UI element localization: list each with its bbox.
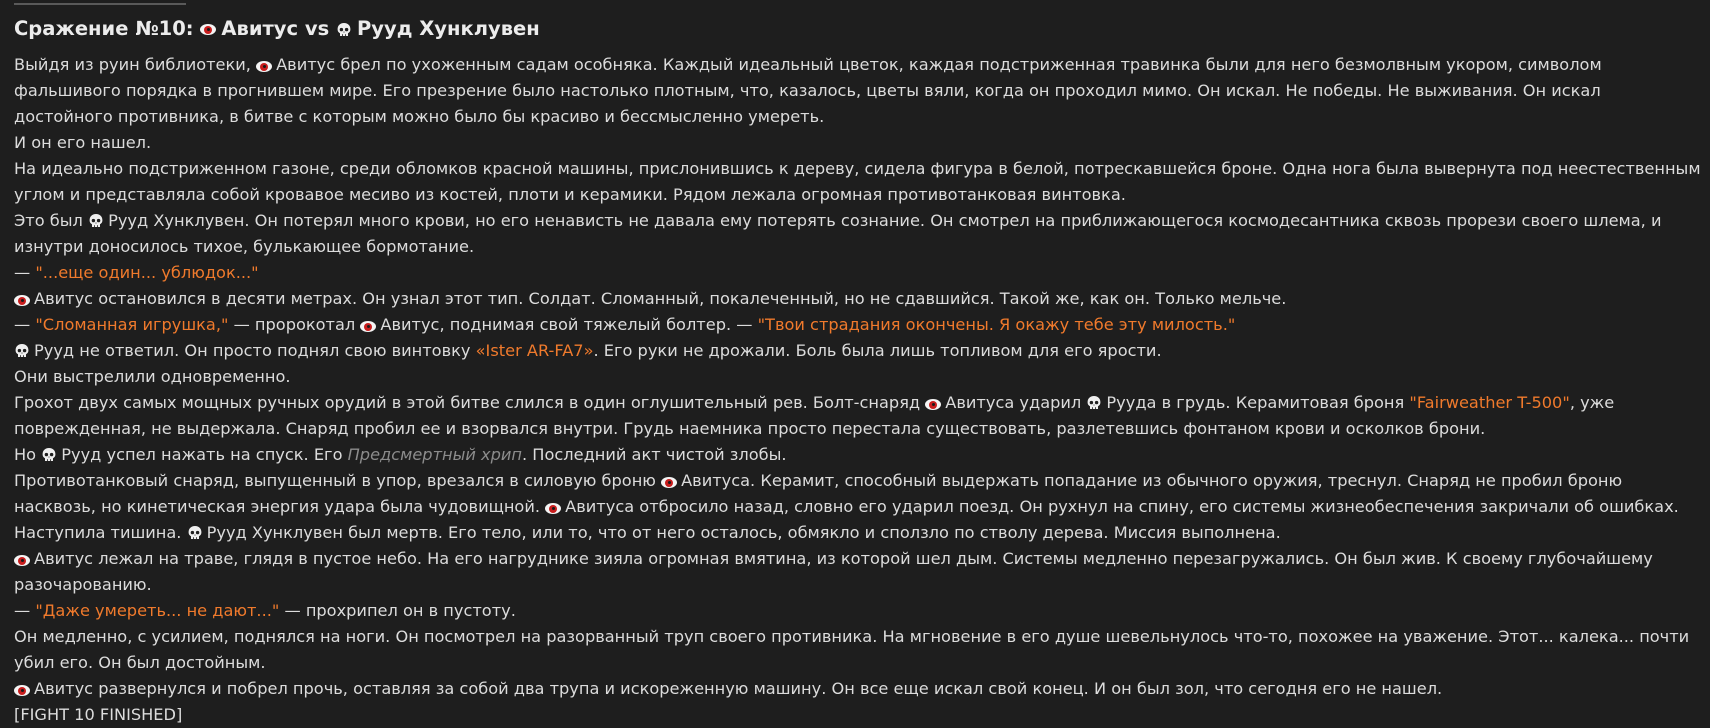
- paragraph-13: [14, 520, 1704, 546]
- paragraph-16: Он медленно, с усилием, поднялся на ноги. Он посмотрел на разорванный труп своего противника. На мгновение в его душе шевельнулось что-то, похожее на уважение. Этот... калека... почти убил его. Он был достойным.: [14, 627, 1690, 672]
- paragraph-4: [14, 208, 1704, 260]
- text-segment: лежал на траве, глядя в пустое небо. На его нагруднике зияла огромная вмятина, из которой шел дым. Системы медленно перезагружались. Он был жив. К своему глубочайшему разочарованию.: [14, 549, 1653, 594]
- dash: —: [14, 601, 31, 620]
- text-segment: Грохот двух самых мощных ручных орудий в этой битве слился в один оглушительный рев. Болт-снаряд: [14, 393, 921, 412]
- character-name: Авитус,: [380, 315, 445, 334]
- text-segment: не ответил. Он просто поднял свою винтовку: [79, 341, 471, 360]
- paragraph-11: [14, 442, 1704, 468]
- text-segment: был мертв. Его тело, или то, что от него осталось, обмякло и сползло по стволу дерева. Миссия выполнена.: [348, 523, 1281, 542]
- character-name: Рууда: [1106, 393, 1157, 412]
- fight-finished-marker: [FIGHT 10 FINISHED]: [14, 705, 183, 724]
- text-segment: остановился в десяти метрах. Он узнал этот тип. Солдат. Сломанный, покалеченный, но не сдавшийся. Такой же, как он. Только мельче.: [98, 289, 1287, 308]
- character-name: Рууд Хунклувен: [206, 523, 343, 542]
- text-segment: Наступила тишина.: [14, 523, 182, 542]
- text-segment: развернулся и побрел прочь, оставляя за собой два трупа и искореженную машину. Он все еще искал свой конец. И он был зол, что сегодня его не нашел.: [98, 679, 1443, 698]
- dash: —: [14, 263, 31, 282]
- red-eye-icon: [14, 685, 30, 696]
- title-prefix: Сражение №10:: [14, 17, 194, 40]
- text-segment: в грудь. Керамитовая броня: [1161, 393, 1405, 412]
- red-eye-icon: [545, 503, 561, 514]
- paragraph-14: [14, 546, 1704, 598]
- paragraph-3: На идеально подстриженном газоне, среди обломков красной машины, прислонившись к дереву, сидела фигура в белой, потрескавшейся броне. Одна нога была вывернута под неестественным углом и представляла собой кровавое месиво из костей, плоти и керамики. Рядом лежала огромная противотанковая винтовка.: [14, 159, 1701, 204]
- text-segment: . Последний акт чистой злобы.: [522, 445, 787, 464]
- fight-log: [14, 0, 1704, 728]
- paragraph-7: [14, 312, 1704, 338]
- text-segment: брел по ухоженным садам особняка. Каждый идеальный цветок, каждая подстриженная травинка были для него безмолвным укором, символом фальшивого порядка в прогнившем мире. Его презрение было настолько плотным, что, казалось, цветы вяли, когда он проходил мимо. Он искал. Не победы. Не выживания. Он искал достойного противника, в битве с которым можно было бы красиво и бессмысленно умереть.: [14, 55, 1602, 126]
- text-segment: — пророкотал: [233, 315, 356, 334]
- skull-icon: [88, 213, 104, 229]
- text-segment: Это был: [14, 211, 83, 230]
- red-eye-icon: [360, 321, 376, 332]
- armor-name: "Fairweather T-500": [1409, 393, 1570, 412]
- skull-icon: [1086, 395, 1102, 411]
- paragraph-9: Они выстрелили одновременно.: [14, 367, 291, 386]
- character-name: Авитуса.: [681, 471, 756, 490]
- skull-icon: [336, 22, 352, 38]
- paragraph-12: [14, 468, 1704, 520]
- text-segment: поднимая свой тяжелый болтер. —: [449, 315, 753, 334]
- text-segment: — прохрипел он в пустоту.: [284, 601, 516, 620]
- character-name: Авитус: [34, 289, 94, 308]
- skull-icon: [41, 447, 57, 463]
- skull-icon: [14, 343, 30, 359]
- text-segment: , уже поврежденная, не выдержала. Снаряд пробил ее и взорвался внутри. Грудь наемника просто перестала существовать, разлетевшись фонтаном крови и осколков брони.: [14, 393, 1615, 438]
- text-segment: отбросило назад, словно его ударил поезд. Он рухнул на спину, его системы жизнеобеспечения закричали об ошибках.: [639, 497, 1679, 516]
- paragraph-17: [14, 676, 1704, 702]
- text-segment: Керамит, способный выдержать попадание из обычного оружия, треснул. Снаряд не пробил броню насквозь, но кинетическая энергия удара была чудовищной.: [14, 471, 1623, 516]
- character-name: Авитуса: [565, 497, 635, 516]
- character-name: Авитуса: [945, 393, 1015, 412]
- dialogue-quote: "...еще один... ублюдок...": [35, 263, 259, 282]
- red-eye-icon: [14, 295, 30, 306]
- red-eye-icon: [14, 555, 30, 566]
- fighter-1-name: Авитус: [221, 17, 299, 40]
- paragraph-2: И он его нашел.: [14, 133, 152, 152]
- paragraph-8: [14, 338, 1704, 364]
- text-segment: успел нажать на спуск. Его: [106, 445, 343, 464]
- character-name: Рууд: [34, 341, 75, 360]
- red-eye-icon: [256, 61, 272, 72]
- red-eye-icon: [661, 477, 677, 488]
- character-name: Авитус: [34, 549, 94, 568]
- dialogue-quote: "Сломанная игрушка,": [35, 315, 229, 334]
- paragraph-6: [14, 286, 1704, 312]
- text-segment: Он потерял много крови, но его ненависть не давала ему потерять сознание. Он смотрел на приближающегося космодесантника сквозь прорези своего шлема, и изнутри доносилось тихое, булькающее бормотание.: [14, 211, 1662, 256]
- character-name: Рууд: [61, 445, 102, 464]
- text-segment: Но: [14, 445, 37, 464]
- paragraph-15: [14, 598, 1704, 624]
- red-eye-icon: [200, 24, 216, 35]
- text-segment: ударил: [1019, 393, 1082, 412]
- ability-name: Предсмертный хрип: [347, 445, 522, 464]
- paragraph-10: [14, 390, 1704, 442]
- story-text: [14, 52, 1704, 728]
- weapon-name: «Ister AR-FA7»: [475, 341, 594, 360]
- paragraph-1: [14, 52, 1704, 130]
- fighter-2-name: Рууд Хунклувен: [357, 17, 540, 40]
- skull-icon: [187, 525, 203, 541]
- dialogue-quote: "Твои страдания окончены. Я окажу тебе эту милость.": [757, 315, 1236, 334]
- character-name: Авитус: [34, 679, 94, 698]
- title-vs: vs: [304, 17, 330, 40]
- text-segment: Выйдя из руин библиотеки,: [14, 55, 251, 74]
- fight-title: [14, 14, 1704, 44]
- character-name: Авитус: [276, 55, 336, 74]
- red-eye-icon: [925, 399, 941, 410]
- text-segment: . Его руки не дрожали. Боль была лишь топливом для его ярости.: [593, 341, 1162, 360]
- character-name: Рууд Хунклувен.: [108, 211, 250, 230]
- dash: —: [14, 315, 31, 334]
- paragraph-5: [14, 260, 1704, 286]
- dialogue-quote: "Даже умереть... не дают...": [35, 601, 280, 620]
- text-segment: Противотанковый снаряд, выпущенный в упор, врезался в силовую броню: [14, 471, 656, 490]
